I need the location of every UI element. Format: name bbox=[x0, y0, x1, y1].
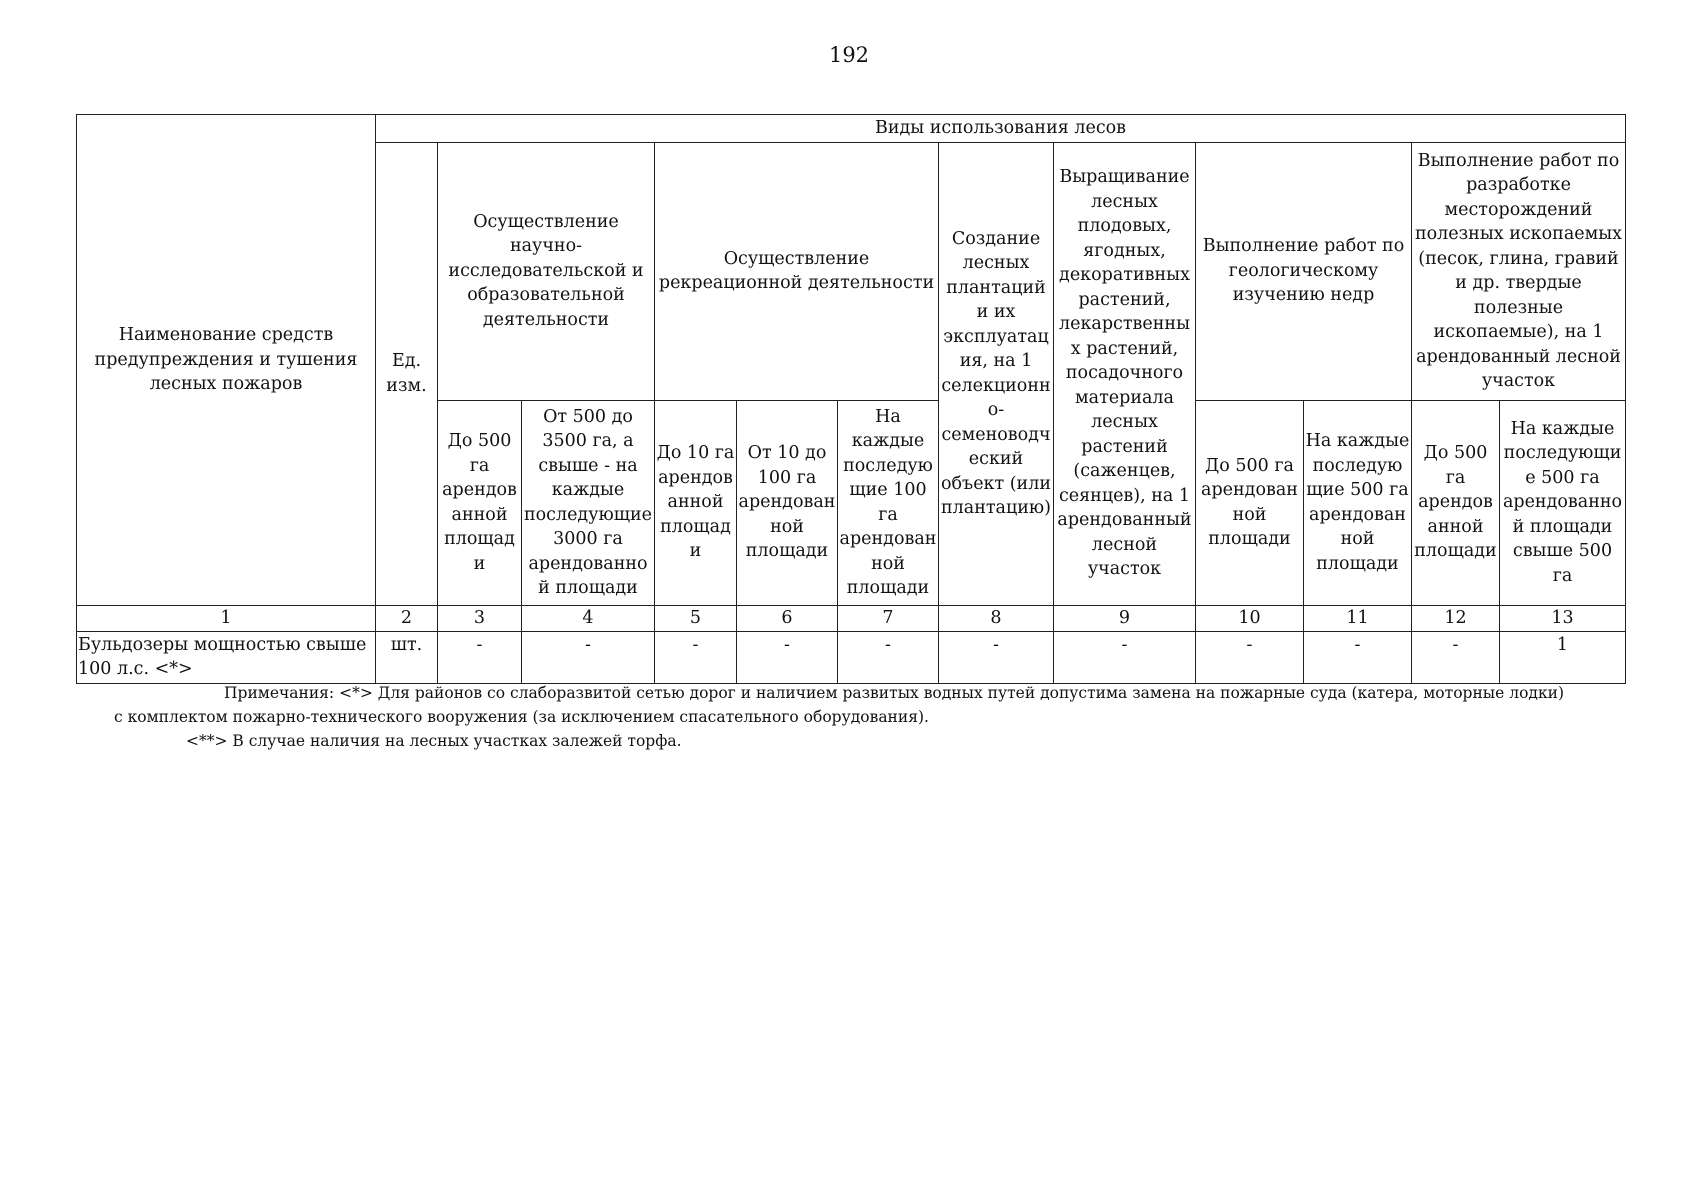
subheader-col6: От 10 до 100 га арендованной площади bbox=[737, 400, 838, 605]
row-value: 1 bbox=[1500, 631, 1626, 683]
page-number: 192 bbox=[828, 43, 870, 67]
header-unit: Ед. изм. bbox=[376, 142, 438, 605]
subheader-col12: До 500 га арендованной площади bbox=[1412, 400, 1500, 605]
row-unit: шт. bbox=[376, 631, 438, 683]
column-number: 8 bbox=[939, 605, 1054, 631]
row-item-name: Бульдозеры мощностью свыше 100 л.с. <*> bbox=[77, 631, 376, 683]
subheader-col3: До 500 га арендованной площади bbox=[438, 400, 522, 605]
row-value: - bbox=[655, 631, 737, 683]
column-number: 1 bbox=[77, 605, 376, 631]
column-number: 4 bbox=[522, 605, 655, 631]
header-recreation: Осуществление рекреационной деятельности bbox=[655, 142, 939, 400]
row-value: - bbox=[1304, 631, 1412, 683]
header-cultivation: Выращивание лесных плодовых, ягодных, декоративных растений, лекарственных растений, посадочного материала лесных растений (саженцев, сеянцев), на 1 арендованный лесной участок bbox=[1054, 142, 1196, 605]
row-value: - bbox=[438, 631, 522, 683]
column-number: 6 bbox=[737, 605, 838, 631]
header-geology: Выполнение работ по геологическому изучению недр bbox=[1196, 142, 1412, 400]
table-row bbox=[77, 631, 1626, 683]
column-number: 12 bbox=[1412, 605, 1500, 631]
subheader-col10: До 500 га арендованной площади bbox=[1196, 400, 1304, 605]
column-number: 9 bbox=[1054, 605, 1196, 631]
column-number: 10 bbox=[1196, 605, 1304, 631]
header-name: Наименование средств предупреждения и тушения лесных пожаров bbox=[77, 115, 376, 606]
row-value: - bbox=[1196, 631, 1304, 683]
column-number: 11 bbox=[1304, 605, 1412, 631]
row-value: - bbox=[1412, 631, 1500, 683]
row-value: - bbox=[522, 631, 655, 683]
column-number: 2 bbox=[376, 605, 438, 631]
subheader-col7: На каждые последующие 100 га арендованной площади bbox=[838, 400, 939, 605]
row-value: - bbox=[838, 631, 939, 683]
footnote-1 bbox=[76, 681, 1625, 705]
subheader-col5: До 10 га арендованной площади bbox=[655, 400, 737, 605]
footnotes bbox=[76, 681, 1625, 753]
row-value: - bbox=[737, 631, 838, 683]
header-forest-use-types: Виды использования лесов bbox=[376, 115, 1626, 143]
footnote-1-continuation: с комплектом пожарно-технического вооружения (за исключением спасательного оборудования). bbox=[114, 708, 929, 726]
row-value: - bbox=[1054, 631, 1196, 683]
column-number: 3 bbox=[438, 605, 522, 631]
subheader-col13: На каждые последующие 500 га арендованной площади свыше 500 га bbox=[1500, 400, 1626, 605]
subheader-col4: От 500 до 3500 га, а свыше - на каждые последующие 3000 га арендованной площади bbox=[522, 400, 655, 605]
header-science: Осуществление научно-исследовательской и образовательной деятельности bbox=[438, 142, 655, 400]
column-number: 13 bbox=[1500, 605, 1626, 631]
column-number: 5 bbox=[655, 605, 737, 631]
footnote-2: <**> В случае наличия на лесных участках залежей торфа. bbox=[186, 732, 682, 750]
subheader-col11: На каждые последующие 500 га арендованной площади bbox=[1304, 400, 1412, 605]
footnote-1-text: Примечания: <*> Для районов со слаборазвитой сетью дорог и наличием развитых водных путей допустима замена на пожарные суда (катера, моторные лодки) bbox=[224, 684, 1565, 702]
row-value: - bbox=[939, 631, 1054, 683]
column-number: 7 bbox=[838, 605, 939, 631]
header-deposits: Выполнение работ по разработке месторождений полезных ископаемых (песок, глина, гравий и др. твердые полезные ископаемые), на 1 арендованный лесной участок bbox=[1412, 142, 1626, 400]
header-plantations: Создание лесных плантаций и их эксплуатация, на 1 селекционно-семеноводческий объект (или плантацию) bbox=[939, 142, 1054, 605]
forest-fire-equipment-table bbox=[76, 114, 1626, 684]
